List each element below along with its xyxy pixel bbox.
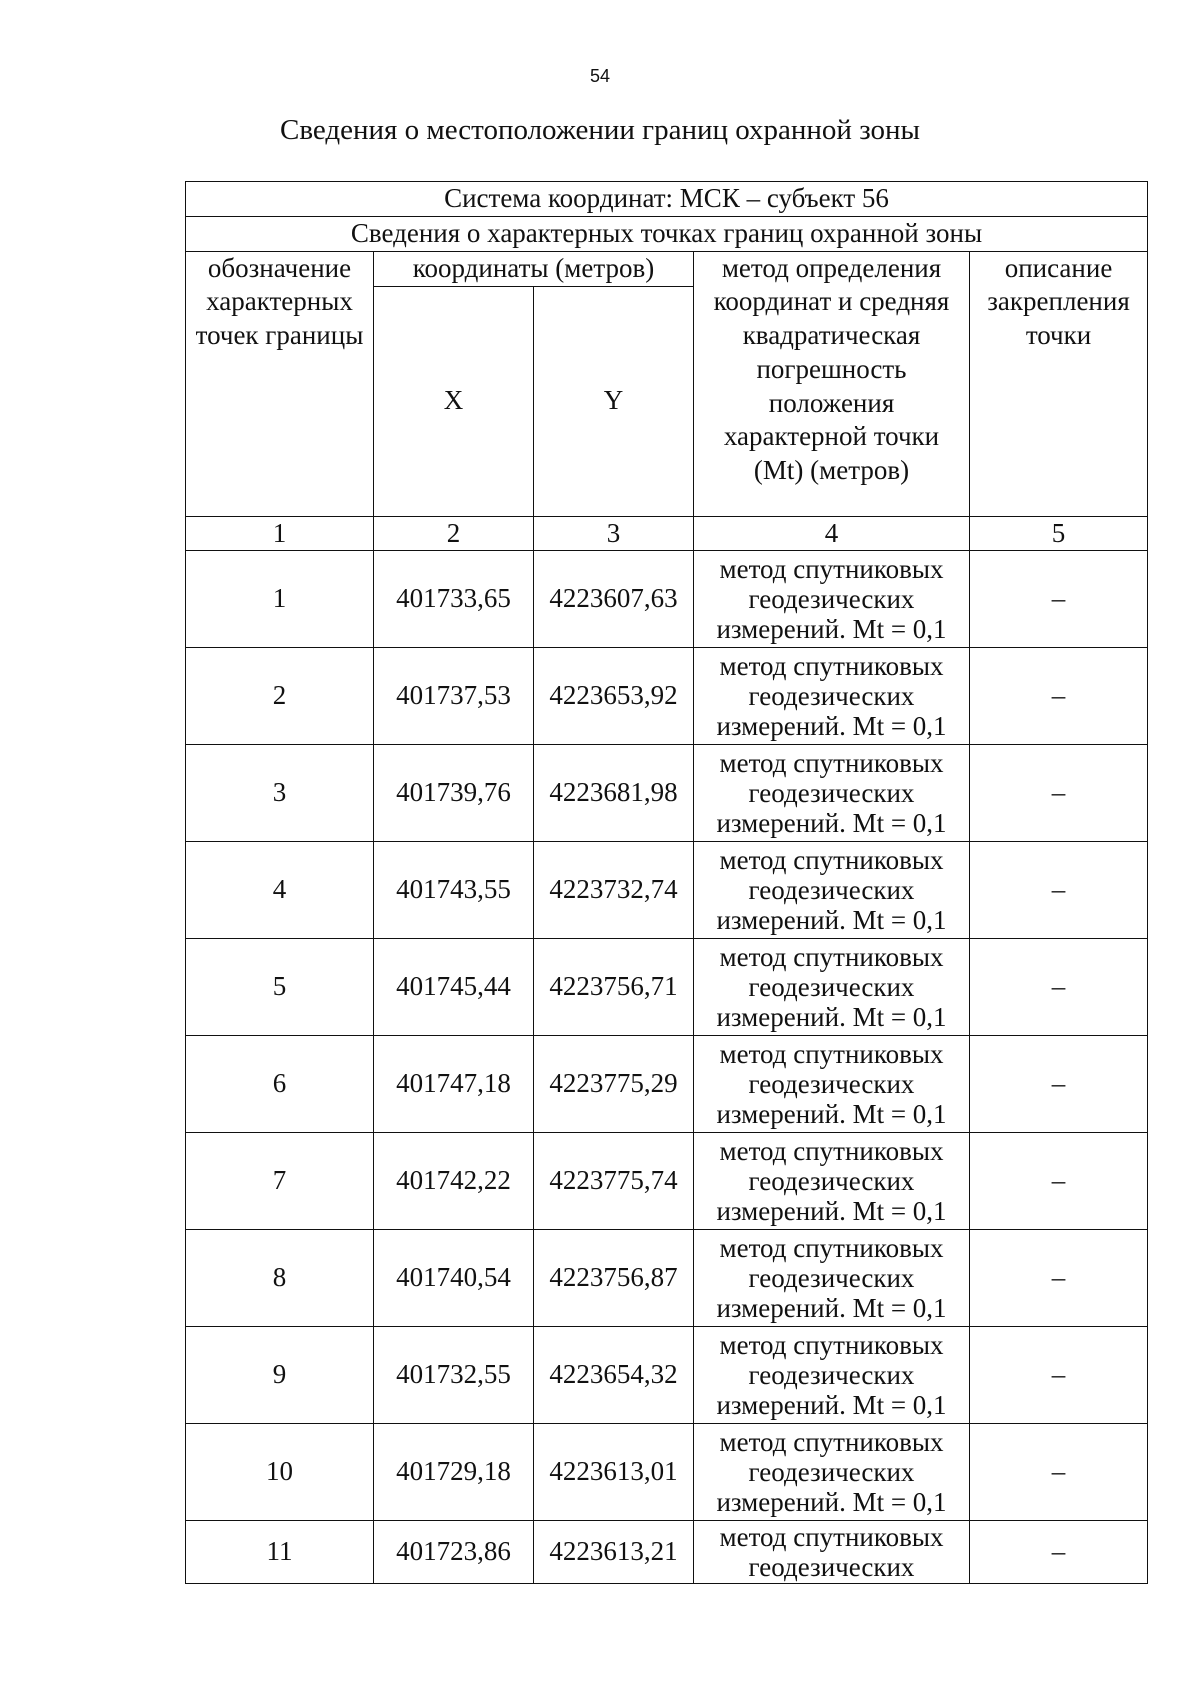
point-number-cell: 5: [186, 939, 374, 1036]
description-cell: –: [970, 1424, 1148, 1521]
y-coordinate-cell: 4223653,92: [534, 648, 694, 745]
table-row: [186, 1424, 1148, 1521]
point-designation-header: обозначение характерных точек границы: [186, 251, 374, 516]
y-header: Y: [534, 286, 694, 516]
x-coordinate-cell: 401737,53: [374, 648, 534, 745]
y-coordinate-cell: 4223775,29: [534, 1036, 694, 1133]
point-number-cell: 4: [186, 842, 374, 939]
y-coordinate-cell: 4223613,21: [534, 1521, 694, 1584]
table-row: [186, 551, 1148, 648]
method-cell: метод спутниковых геодезических измерений. Mt = 0,1: [694, 939, 970, 1036]
coordinate-system-row: [186, 182, 1148, 217]
point-number-cell: 2: [186, 648, 374, 745]
point-number-cell: 8: [186, 1230, 374, 1327]
header-row: [186, 251, 1148, 286]
point-number-cell: 3: [186, 745, 374, 842]
point-number-cell: 11: [186, 1521, 374, 1584]
table-row: [186, 939, 1148, 1036]
x-coordinate-cell: 401739,76: [374, 745, 534, 842]
point-number-cell: 6: [186, 1036, 374, 1133]
column-number: 2: [374, 516, 534, 551]
description-cell: –: [970, 1327, 1148, 1424]
y-coordinate-cell: 4223732,74: [534, 842, 694, 939]
method-cell: метод спутниковых геодезических измерений. Mt = 0,1: [694, 1036, 970, 1133]
description-cell: –: [970, 1036, 1148, 1133]
boundary-points-table: [185, 181, 1148, 1584]
y-coordinate-cell: 4223607,63: [534, 551, 694, 648]
y-coordinate-cell: 4223756,71: [534, 939, 694, 1036]
table-row: [186, 1327, 1148, 1424]
point-number-cell: 9: [186, 1327, 374, 1424]
x-coordinate-cell: 401732,55: [374, 1327, 534, 1424]
table-row: [186, 1230, 1148, 1327]
y-coordinate-cell: 4223613,01: [534, 1424, 694, 1521]
column-numbers-row: [186, 516, 1148, 551]
column-number: 5: [970, 516, 1148, 551]
method-cell: метод спутниковых геодезических измерений. Mt = 0,1: [694, 842, 970, 939]
method-cell: метод спутниковых геодезических измерений. Mt = 0,1: [694, 1327, 970, 1424]
table-row: [186, 648, 1148, 745]
x-coordinate-cell: 401747,18: [374, 1036, 534, 1133]
description-cell: –: [970, 648, 1148, 745]
method-cell: метод спутниковых геодезических измерений. Mt = 0,1: [694, 745, 970, 842]
x-coordinate-cell: 401740,54: [374, 1230, 534, 1327]
description-cell: –: [970, 551, 1148, 648]
table-row: [186, 842, 1148, 939]
page-number: 54: [589, 66, 611, 86]
description-cell: –: [970, 1521, 1148, 1584]
y-coordinate-cell: 4223681,98: [534, 745, 694, 842]
table-row: [186, 1036, 1148, 1133]
document-title: Сведения о местоположении границ охранной зоны: [279, 114, 920, 146]
y-coordinate-cell: 4223756,87: [534, 1230, 694, 1327]
method-cell: метод спутниковых геодезических измерений. Mt = 0,1: [694, 551, 970, 648]
fixing-description-header: описание закрепления точки: [970, 251, 1148, 516]
point-number-cell: 1: [186, 551, 374, 648]
y-coordinate-cell: 4223775,74: [534, 1133, 694, 1230]
description-cell: –: [970, 745, 1148, 842]
method-cell: метод спутниковых геодезических измерений. Mt = 0,1: [694, 1133, 970, 1230]
method-cell: метод спутниковых геодезических измерений. Mt = 0,1: [694, 648, 970, 745]
method-cell: метод спутниковых геодезических измерений. Mt = 0,1: [694, 1424, 970, 1521]
x-coordinate-cell: 401745,44: [374, 939, 534, 1036]
x-coordinate-cell: 401743,55: [374, 842, 534, 939]
section-row: [186, 216, 1148, 251]
x-coordinate-cell: 401733,65: [374, 551, 534, 648]
table-row: [186, 1521, 1148, 1584]
x-coordinate-cell: 401729,18: [374, 1424, 534, 1521]
x-header: X: [374, 286, 534, 516]
column-number: 4: [694, 516, 970, 551]
description-cell: –: [970, 1133, 1148, 1230]
x-coordinate-cell: 401723,86: [374, 1521, 534, 1584]
column-number: 3: [534, 516, 694, 551]
method-cell: метод спутниковых геодезических измерений. Mt = 0,1: [694, 1230, 970, 1327]
method-header: метод определения координат и средняя квадратическая погрешность положения характерной точки (Mt) (метров): [694, 251, 970, 516]
table-row: [186, 1133, 1148, 1230]
description-cell: –: [970, 1230, 1148, 1327]
coordinate-system-cell: Система координат: МСК – субъект 56: [186, 182, 1148, 217]
table-row: [186, 745, 1148, 842]
description-cell: –: [970, 842, 1148, 939]
x-coordinate-cell: 401742,22: [374, 1133, 534, 1230]
y-coordinate-cell: 4223654,32: [534, 1327, 694, 1424]
section-title-cell: Сведения о характерных точках границ охранной зоны: [186, 216, 1148, 251]
description-cell: –: [970, 939, 1148, 1036]
column-number: 1: [186, 516, 374, 551]
method-cell: метод спутниковых геодезических: [694, 1521, 970, 1584]
point-number-cell: 7: [186, 1133, 374, 1230]
coordinates-header: координаты (метров): [374, 251, 694, 286]
point-number-cell: 10: [186, 1424, 374, 1521]
